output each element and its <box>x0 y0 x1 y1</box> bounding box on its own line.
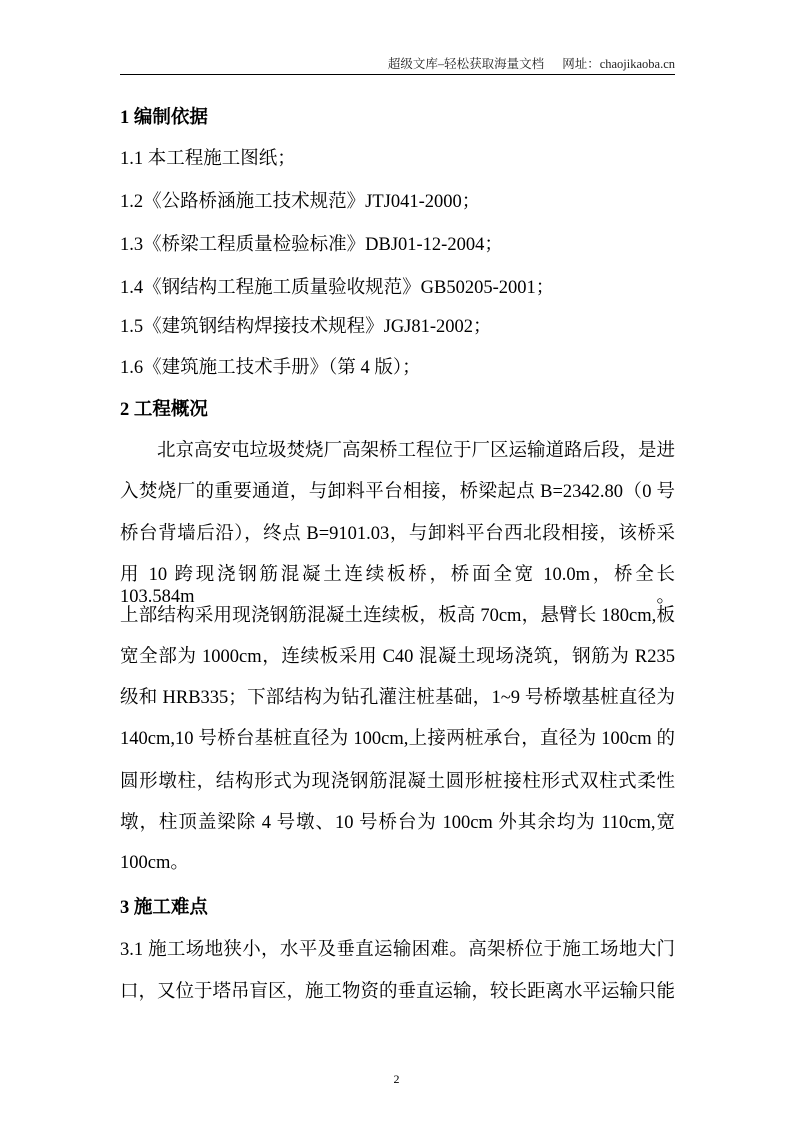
list-item: 1.1 本工程施工图纸； <box>120 149 296 169</box>
heading-1: 1 编制依据 <box>120 108 208 128</box>
paragraph-line: 桥台背墙后沿），终点 B=9101.03，与卸料平台西北段相接，该桥采 <box>120 524 675 544</box>
header-rule <box>120 74 675 75</box>
paragraph-line: 100cm。 <box>120 853 189 873</box>
paragraph-line: 口，又位于塔吊盲区，施工物资的垂直运输，较长距离水平运输只能 <box>120 982 676 1002</box>
paragraph-line: 3.1 施工场地狭小，水平及垂直运输困难。高架桥位于施工场地大门 <box>120 940 675 960</box>
heading-3: 3 施工难点 <box>120 898 208 918</box>
list-item: 1.2《公路桥涵施工技术规范》JTJ041-2000； <box>120 192 481 212</box>
paragraph-line: 墩，柱顶盖梁除 4 号墩、10 号桥台为 100cm 外其余均为 110cm,宽 <box>120 813 675 833</box>
paragraph-line: 入焚烧厂的重要通道，与卸料平台相接，桥梁起点 B=2342.80（0 号 <box>120 482 675 502</box>
list-item: 1.4《钢结构工程施工质量验收规范》GB50205-2001； <box>120 278 555 298</box>
heading-2: 2 工程概况 <box>120 400 208 420</box>
header-title: 超级文库–轻松获取海量文档 <box>387 57 545 71</box>
paragraph-line: 宽全部为 1000cm，连续板采用 C40 混凝土现场浇筑，钢筋为 R235 <box>120 647 675 667</box>
list-item: 1.5《建筑钢结构焊接技术规程》JGJ81-2002； <box>120 317 492 337</box>
paragraph-line: 级和 HRB335；下部结构为钻孔灌注桩基础，1~9 号桥墩基桩直径为 <box>120 688 675 708</box>
header-site: 网址：chaojikaoba.cn <box>562 57 675 71</box>
paragraph-line: 用 10 跨现浇钢筋混凝土连续板桥，桥面全宽 10.0m，桥全长 103.584m。 <box>120 565 675 607</box>
paragraph-line: 上部结构采用现浇钢筋混凝土连续板，板高 70cm，悬臂长 180cm,板 <box>120 606 675 626</box>
page-header <box>120 54 675 72</box>
paragraph-line: 140cm,10 号桥台基桩直径为 100cm,上接两桩承台，直径为 100cm 的 <box>120 729 675 749</box>
paragraph-line: 圆形墩柱，结构形式为现浇钢筋混凝土圆形桩接柱形式双柱式柔性 <box>120 772 675 792</box>
list-item: 1.6《建筑施工技术手册》（第 4 版）； <box>120 358 421 378</box>
page-number: 2 <box>393 1072 400 1086</box>
paragraph-line: 北京高安屯垃圾焚烧厂高架桥工程位于厂区运输道路后段，是进 <box>157 441 676 461</box>
list-item: 1.3《桥梁工程质量检验标准》DBJ01-12-2004； <box>120 235 503 255</box>
